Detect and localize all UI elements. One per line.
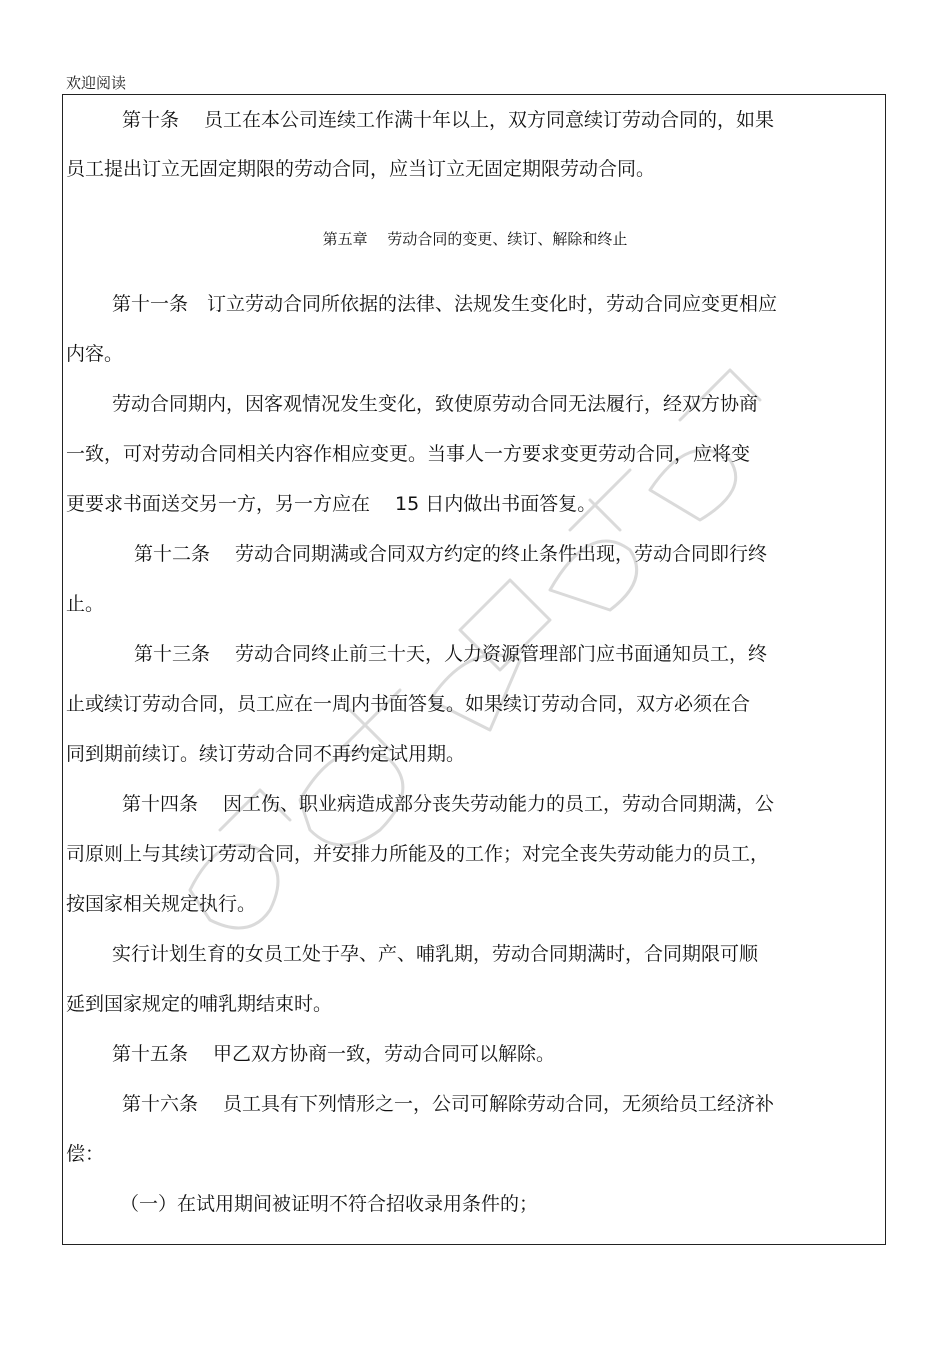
text-line: 第十五条 甲乙双方协商一致，劳动合同可以解除。 [112,1043,556,1065]
text-line: 一致，可对劳动合同相关内容作相应变更。当事人一方要求变更劳动合同，应将变 [66,443,751,465]
text-line: 止或续订劳动合同，员工应在一周内书面答复。如果续订劳动合同，双方必须在合 [66,693,751,715]
text-line: （一）在试用期间被证明不符合招收录用条件的； [120,1193,539,1215]
text-line: 劳动合同期内，因客观情况发生变化，致使原劳动合同无法履行，经双方协商 [112,393,759,415]
text-line: 实行计划生育的女员工处于孕、产、哺乳期，劳动合同期满时，合同期限可顺 [112,943,759,965]
text-line: 同到期前续订。续订劳动合同不再约定试用期。 [66,743,466,765]
text-line: 司原则上与其续订劳动合同，并安排力所能及的工作；对完全丧失劳动能力的员工， [66,843,770,865]
text-line: 止。 [66,593,105,615]
text-line: 延到国家规定的哺乳期结束时。 [66,993,333,1015]
text-line: 第十四条 因工伤、职业病造成部分丧失劳动能力的员工，劳动合同期满，公 [122,793,775,815]
text-line: 第十六条 员工具有下列情形之一，公司可解除劳动合同，无须给员工经济补 [122,1093,775,1115]
text-line: 员工提出订立无固定期限的劳动合同，应当订立无固定期限劳动合同。 [66,158,656,180]
text-line: 第十条 员工在本公司连续工作满十年以上，双方同意续订劳动合同的，如果 [122,109,775,131]
chapter-title: 第五章 劳动合同的变更、续订、解除和终止 [322,230,628,248]
document-frame [62,94,886,1245]
text-line: 按国家相关规定执行。 [66,893,257,915]
page-header: 欢迎阅读 [66,74,127,92]
text-line: 偿： [66,1143,105,1165]
text-line: 更要求书面送交另一方，另一方应在 15 日内做出书面答复。 [66,493,597,515]
text-line: 内容。 [66,343,124,365]
text-line: 第十三条 劳动合同终止前三十天，人力资源管理部门应书面通知员工，终 [134,643,768,665]
text-line: 第十二条 劳动合同期满或合同双方约定的终止条件出现，劳动合同即行终 [134,543,768,565]
text-line: 第十一条 订立劳动合同所依据的法律、法规发生变化时，劳动合同应变更相应 [112,293,778,315]
